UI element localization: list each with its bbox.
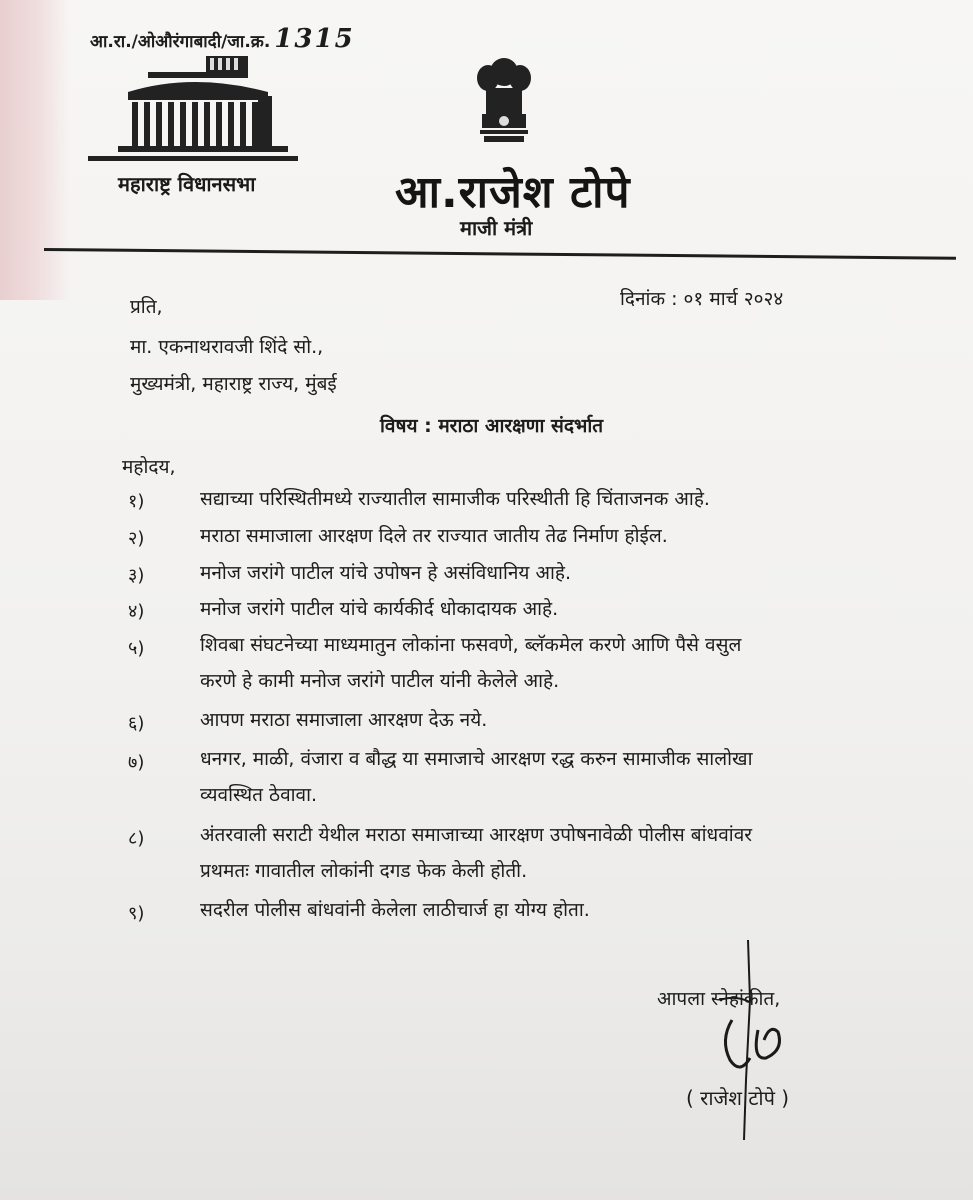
reference-prefix: आ.रा./ओऔरंगाबादी/जा.क्र. xyxy=(90,32,271,52)
letter-to: प्रति, xyxy=(130,296,163,318)
header-divider xyxy=(44,248,956,260)
point-text: शिवबा संघटनेच्या माध्यमातुन लोकांना फसवणे, ब्लॅकमेल करणे आणि पैसे वसुल xyxy=(200,634,742,656)
point-number: ५) xyxy=(128,638,145,659)
point-number: ३) xyxy=(128,565,145,586)
signatory-name: ( राजेश टोपे ) xyxy=(686,1086,790,1110)
point-text: मनोज जरांगे पाटील यांचे कार्यकीर्द धोकादायक आहे. xyxy=(200,598,559,620)
minister-name: आ.राजेश टोपे xyxy=(395,167,631,218)
point-text: सद्याच्या परिस्थितीमध्ये राज्यातील सामाजीक परिस्थीती हि चिंताजनक आहे. xyxy=(200,488,710,510)
point-text: मराठा समाजाला आरक्षण दिले तर राज्यात जातीय तेढ निर्माण होईल. xyxy=(200,525,668,547)
point-text: अंतरवाली सराटी येथील मराठा समाजाच्या आरक्षण उपोषनावेळी पोलीस बांधवांवर xyxy=(200,824,753,846)
point-text-continued: प्रथमतः गावातील लोकांनी दगड फेक केली होती. xyxy=(200,860,528,882)
letter-subject: विषय : मराठा आरक्षणा संदर्भात xyxy=(380,415,604,437)
point-number: ८) xyxy=(128,828,145,849)
point-number: ९) xyxy=(128,903,145,924)
minister-title: माजी मंत्री xyxy=(460,216,533,240)
national-emblem-icon xyxy=(468,50,540,146)
point-number: २) xyxy=(128,528,145,549)
point-number: ७) xyxy=(128,752,145,773)
assembly-name: महाराष्ट्र विधानसभा xyxy=(118,172,256,196)
signature-icon xyxy=(680,940,820,1150)
reference-number-line xyxy=(90,24,355,54)
point-text-continued: व्यवस्थित ठेवावा. xyxy=(200,784,318,806)
point-text: आपण मराठा समाजाला आरक्षण देऊ नये. xyxy=(200,709,488,731)
closing-phrase: आपला स्नेहांकीत, xyxy=(657,988,781,1010)
assembly-building-icon xyxy=(88,52,298,172)
point-text-continued: करणे हे कामी मनोज जरांगे पाटील यांनी केलेले आहे. xyxy=(200,670,560,692)
point-text: मनोज जरांगे पाटील यांचे उपोषन हे असंविधानिय आहे. xyxy=(200,562,572,584)
point-number: १) xyxy=(128,491,145,512)
addressee-designation: मुख्यमंत्री, महाराष्ट्र राज्य, मुंबई xyxy=(130,373,337,395)
salutation: महोदय, xyxy=(122,456,176,478)
reference-number: 1315 xyxy=(274,24,355,54)
addressee-name: मा. एकनाथरावजी शिंदे सो., xyxy=(130,336,324,358)
point-text: सदरील पोलीस बांधवांनी केलेला लाठीचार्ज हा योग्य होता. xyxy=(200,899,590,921)
point-text: धनगर, माळी, वंजारा व बौद्ध या समाजाचे आरक्षण रद्ध करुन सामाजीक सालोखा xyxy=(200,748,753,770)
paper-edge-shadow xyxy=(0,0,70,300)
point-number: ६) xyxy=(128,713,145,734)
point-number: ४) xyxy=(128,601,145,622)
letter-date: दिनांक : ०१ मार्च २०२४ xyxy=(620,288,784,310)
